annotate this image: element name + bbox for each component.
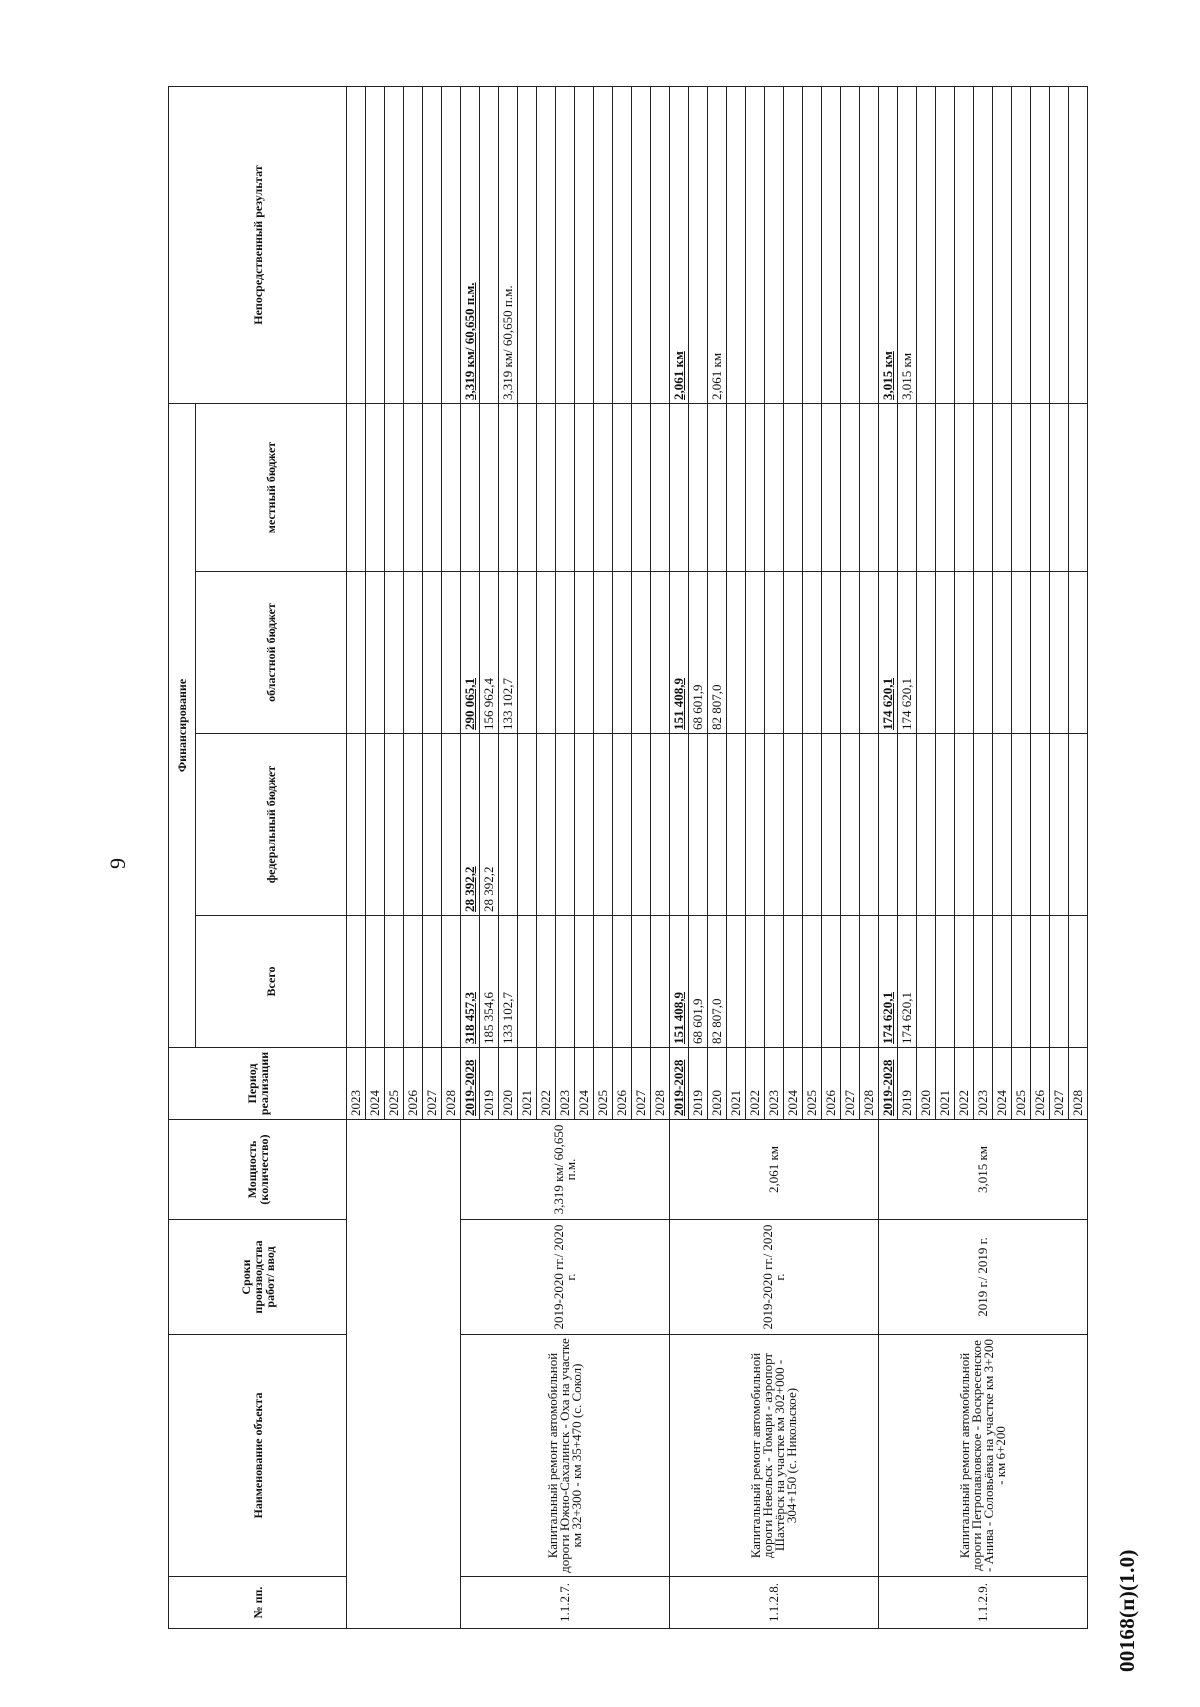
total-cell xyxy=(556,916,575,1048)
result-cell xyxy=(556,87,575,404)
regional-cell xyxy=(974,572,993,734)
period-cell: 2022 xyxy=(746,1048,765,1120)
federal-cell: 28 392,2 xyxy=(480,734,499,916)
object-capacity: 2,061 км xyxy=(670,1120,879,1220)
header-financing: Финансирование xyxy=(169,404,196,1048)
result-cell xyxy=(917,87,936,404)
empty-cell xyxy=(423,87,442,404)
local-cell xyxy=(955,404,974,572)
object-capacity: 3,015 км xyxy=(879,1120,1088,1220)
regional-cell xyxy=(822,572,841,734)
empty-cell xyxy=(347,87,366,404)
regional-cell xyxy=(632,572,651,734)
object-capacity: 3,319 км/ 60,650 п.м. xyxy=(461,1120,670,1220)
federal-cell xyxy=(689,734,708,916)
regional-cell xyxy=(993,572,1012,734)
federal-cell xyxy=(784,734,803,916)
local-cell xyxy=(917,404,936,572)
local-cell xyxy=(1069,404,1088,572)
empty-cell xyxy=(404,916,423,1048)
empty-cell xyxy=(404,572,423,734)
period-cell: 2027 xyxy=(841,1048,860,1120)
federal-cell xyxy=(613,734,632,916)
result-cell xyxy=(1050,87,1069,404)
total-cell: 68 601,9 xyxy=(689,916,708,1048)
regional-cell: 174 620,1 xyxy=(898,572,917,734)
federal-cell xyxy=(1069,734,1088,916)
period-cell: 2024 xyxy=(784,1048,803,1120)
total-cell: 82 807,0 xyxy=(708,916,727,1048)
local-cell xyxy=(974,404,993,572)
federal-cell xyxy=(632,734,651,916)
empty-cell xyxy=(347,916,366,1048)
period-cell: 2020 xyxy=(708,1048,727,1120)
local-cell xyxy=(556,404,575,572)
total-cell: 174 620,1 xyxy=(898,916,917,1048)
header-capacity: Мощность (количество) xyxy=(169,1120,347,1220)
period-cell: 2027 xyxy=(632,1048,651,1120)
local-cell xyxy=(1012,404,1031,572)
total-cell: 318 457,3 xyxy=(461,916,480,1048)
empty-cell xyxy=(404,734,423,916)
empty-cell xyxy=(442,916,461,1048)
total-cell xyxy=(1050,916,1069,1048)
result-cell xyxy=(632,87,651,404)
period-cell: 2024 xyxy=(366,1048,385,1120)
header-result: Непосредственный результат xyxy=(169,87,347,404)
local-cell xyxy=(898,404,917,572)
federal-cell xyxy=(556,734,575,916)
result-cell xyxy=(1012,87,1031,404)
total-cell xyxy=(746,916,765,1048)
result-cell xyxy=(727,87,746,404)
result-cell xyxy=(822,87,841,404)
regional-cell xyxy=(1069,572,1088,734)
empty-cell xyxy=(404,404,423,572)
total-cell xyxy=(1012,916,1031,1048)
object-name: Капитальный ремонт автомобильной дороги Невельск - Томари - аэропорт Шахтёрск на участке км 302+000 - 304+150 (с. Никольское) xyxy=(670,1335,879,1577)
header-terms: Сроки производства работ/ ввод xyxy=(169,1220,347,1335)
empty-cell xyxy=(423,734,442,916)
federal-cell xyxy=(499,734,518,916)
period-cell: 2021 xyxy=(518,1048,537,1120)
empty-cell xyxy=(385,734,404,916)
period-cell: 2025 xyxy=(385,1048,404,1120)
local-cell xyxy=(594,404,613,572)
header-federal: федеральный бюджет xyxy=(196,734,347,916)
federal-cell xyxy=(670,734,689,916)
federal-cell xyxy=(822,734,841,916)
period-cell: 2022 xyxy=(955,1048,974,1120)
period-cell: 2027 xyxy=(1050,1048,1069,1120)
federal-cell xyxy=(841,734,860,916)
regional-cell xyxy=(1012,572,1031,734)
federal-cell xyxy=(879,734,898,916)
total-cell xyxy=(955,916,974,1048)
object-name: Капитальный ремонт автомобильной дороги Южно-Сахалинск - Оха на участке км 32+300 - км 35+470 (с. Сокол) xyxy=(461,1335,670,1577)
header-regional: областной бюджет xyxy=(196,572,347,734)
financing-table xyxy=(168,86,1088,1629)
empty-cell xyxy=(404,87,423,404)
period-cell: 2025 xyxy=(1012,1048,1031,1120)
empty-cell xyxy=(366,87,385,404)
federal-cell xyxy=(917,734,936,916)
regional-cell xyxy=(518,572,537,734)
regional-cell xyxy=(575,572,594,734)
local-cell xyxy=(936,404,955,572)
result-cell xyxy=(974,87,993,404)
period-cell: 2026 xyxy=(404,1048,423,1120)
table-row xyxy=(879,87,898,1629)
period-cell: 2028 xyxy=(651,1048,670,1120)
local-cell xyxy=(993,404,1012,572)
local-cell xyxy=(518,404,537,572)
result-cell xyxy=(1069,87,1088,404)
object-number: 1.1.2.9. xyxy=(879,1577,1088,1629)
empty-cell xyxy=(442,87,461,404)
local-cell xyxy=(537,404,556,572)
total-cell xyxy=(765,916,784,1048)
empty-cell xyxy=(442,572,461,734)
result-cell: 3,015 км xyxy=(879,87,898,404)
regional-cell: 174 620,1 xyxy=(879,572,898,734)
object-terms: 2019-2020 гг./ 2020 г. xyxy=(670,1220,879,1335)
total-cell xyxy=(727,916,746,1048)
empty-cell xyxy=(385,404,404,572)
empty-cell xyxy=(366,572,385,734)
regional-cell: 133 102,7 xyxy=(499,572,518,734)
period-cell: 2025 xyxy=(594,1048,613,1120)
regional-cell xyxy=(841,572,860,734)
federal-cell xyxy=(765,734,784,916)
federal-cell xyxy=(1050,734,1069,916)
empty-cell xyxy=(423,404,442,572)
federal-cell xyxy=(518,734,537,916)
total-cell xyxy=(1031,916,1050,1048)
empty-cell xyxy=(442,734,461,916)
header-local: местный бюджет xyxy=(196,404,347,572)
local-cell xyxy=(879,404,898,572)
total-cell xyxy=(974,916,993,1048)
local-cell xyxy=(632,404,651,572)
federal-cell xyxy=(594,734,613,916)
federal-cell xyxy=(898,734,917,916)
total-cell xyxy=(594,916,613,1048)
local-cell xyxy=(765,404,784,572)
empty-cell xyxy=(366,734,385,916)
result-cell: 3,319 км/ 60,650 п.м. xyxy=(499,87,518,404)
regional-cell xyxy=(1050,572,1069,734)
result-cell xyxy=(651,87,670,404)
result-cell xyxy=(594,87,613,404)
period-cell: 2021 xyxy=(936,1048,955,1120)
period-cell: 2019-2028 xyxy=(670,1048,689,1120)
total-cell xyxy=(1069,916,1088,1048)
period-cell: 2026 xyxy=(822,1048,841,1120)
federal-cell xyxy=(974,734,993,916)
regional-cell xyxy=(860,572,879,734)
header-name: Наименование объекта xyxy=(169,1335,347,1577)
federal-cell xyxy=(708,734,727,916)
local-cell xyxy=(727,404,746,572)
total-cell: 174 620,1 xyxy=(879,916,898,1048)
regional-cell: 151 408,9 xyxy=(670,572,689,734)
regional-cell xyxy=(727,572,746,734)
regional-cell xyxy=(936,572,955,734)
local-cell xyxy=(670,404,689,572)
result-cell xyxy=(1031,87,1050,404)
document-code: 00168(п)(1.0) xyxy=(1115,1549,1139,1672)
result-cell xyxy=(537,87,556,404)
object-name: Капитальный ремонт автомобильной дороги Петропавловское - Воскресенское - Анива - Соловьёвка на участке км 3+200 - км 6+200 xyxy=(879,1335,1088,1577)
federal-cell xyxy=(803,734,822,916)
header-total: Всего xyxy=(196,916,347,1048)
regional-cell xyxy=(803,572,822,734)
period-cell: 2019 xyxy=(898,1048,917,1120)
regional-cell xyxy=(537,572,556,734)
regional-cell xyxy=(594,572,613,734)
period-cell: 2027 xyxy=(423,1048,442,1120)
period-cell: 2019 xyxy=(689,1048,708,1120)
period-cell: 2019 xyxy=(480,1048,499,1120)
federal-cell xyxy=(651,734,670,916)
empty-cell xyxy=(385,572,404,734)
federal-cell xyxy=(955,734,974,916)
total-cell: 185 354,6 xyxy=(480,916,499,1048)
regional-cell xyxy=(746,572,765,734)
federal-cell xyxy=(1012,734,1031,916)
period-cell: 2023 xyxy=(974,1048,993,1120)
period-cell: 2028 xyxy=(1069,1048,1088,1120)
period-cell: 2020 xyxy=(917,1048,936,1120)
object-number: 1.1.2.7. xyxy=(461,1577,670,1629)
federal-cell xyxy=(936,734,955,916)
empty-cell xyxy=(347,1120,461,1629)
local-cell xyxy=(746,404,765,572)
empty-cell xyxy=(385,87,404,404)
empty-cell xyxy=(366,916,385,1048)
period-cell: 2025 xyxy=(803,1048,822,1120)
result-cell xyxy=(784,87,803,404)
local-cell xyxy=(1031,404,1050,572)
result-cell xyxy=(480,87,499,404)
total-cell xyxy=(936,916,955,1048)
total-cell xyxy=(518,916,537,1048)
total-cell xyxy=(613,916,632,1048)
total-cell xyxy=(784,916,803,1048)
federal-cell xyxy=(537,734,556,916)
federal-cell xyxy=(860,734,879,916)
regional-cell xyxy=(765,572,784,734)
regional-cell xyxy=(955,572,974,734)
empty-cell xyxy=(366,404,385,572)
result-cell: 3,015 км xyxy=(898,87,917,404)
period-cell: 2023 xyxy=(347,1048,366,1120)
result-cell: 2,061 км xyxy=(670,87,689,404)
result-cell: 2,061 км xyxy=(708,87,727,404)
local-cell xyxy=(613,404,632,572)
total-cell xyxy=(917,916,936,1048)
period-cell: 2024 xyxy=(993,1048,1012,1120)
federal-cell: 28 392,2 xyxy=(461,734,480,916)
empty-cell xyxy=(385,916,404,1048)
regional-cell: 290 065,1 xyxy=(461,572,480,734)
page-number: 9 xyxy=(105,858,130,869)
total-cell xyxy=(575,916,594,1048)
period-cell: 2026 xyxy=(613,1048,632,1120)
total-cell xyxy=(822,916,841,1048)
result-cell xyxy=(765,87,784,404)
total-cell xyxy=(860,916,879,1048)
local-cell xyxy=(841,404,860,572)
empty-cell xyxy=(347,734,366,916)
federal-cell xyxy=(746,734,765,916)
object-terms: 2019-2020 гг./ 2020 г. xyxy=(461,1220,670,1335)
local-cell xyxy=(575,404,594,572)
total-cell xyxy=(632,916,651,1048)
header-no: № пп. xyxy=(169,1577,347,1629)
result-cell xyxy=(993,87,1012,404)
period-cell: 2023 xyxy=(765,1048,784,1120)
local-cell xyxy=(1050,404,1069,572)
table-body xyxy=(347,87,1088,1629)
empty-cell xyxy=(347,572,366,734)
result-cell xyxy=(955,87,974,404)
result-cell xyxy=(841,87,860,404)
local-cell xyxy=(860,404,879,572)
period-cell: 2026 xyxy=(1031,1048,1050,1120)
empty-cell xyxy=(423,572,442,734)
result-cell xyxy=(613,87,632,404)
result-cell xyxy=(746,87,765,404)
local-cell xyxy=(461,404,480,572)
empty-cell xyxy=(442,404,461,572)
regional-cell xyxy=(917,572,936,734)
period-cell: 2024 xyxy=(575,1048,594,1120)
federal-cell xyxy=(993,734,1012,916)
regional-cell: 68 601,9 xyxy=(689,572,708,734)
local-cell xyxy=(480,404,499,572)
federal-cell xyxy=(1031,734,1050,916)
period-cell: 2021 xyxy=(727,1048,746,1120)
period-cell: 2019-2028 xyxy=(879,1048,898,1120)
table-row xyxy=(670,87,689,1629)
period-cell: 2028 xyxy=(442,1048,461,1120)
period-cell: 2028 xyxy=(860,1048,879,1120)
result-cell xyxy=(936,87,955,404)
regional-cell xyxy=(556,572,575,734)
result-cell xyxy=(860,87,879,404)
regional-cell xyxy=(1031,572,1050,734)
local-cell xyxy=(822,404,841,572)
total-cell xyxy=(537,916,556,1048)
total-cell: 151 408,9 xyxy=(670,916,689,1048)
object-number: 1.1.2.8. xyxy=(670,1577,879,1629)
local-cell xyxy=(689,404,708,572)
result-cell xyxy=(803,87,822,404)
period-cell: 2022 xyxy=(537,1048,556,1120)
header-period: Период реализации xyxy=(169,1048,347,1120)
local-cell xyxy=(499,404,518,572)
regional-cell xyxy=(784,572,803,734)
local-cell xyxy=(784,404,803,572)
federal-cell xyxy=(575,734,594,916)
object-terms: 2019 г./ 2019 г. xyxy=(879,1220,1088,1335)
result-cell xyxy=(575,87,594,404)
regional-cell: 156 962,4 xyxy=(480,572,499,734)
table-row xyxy=(347,87,366,1629)
local-cell xyxy=(708,404,727,572)
period-cell: 2023 xyxy=(556,1048,575,1120)
empty-cell xyxy=(347,404,366,572)
regional-cell xyxy=(613,572,632,734)
result-cell xyxy=(689,87,708,404)
result-cell xyxy=(518,87,537,404)
regional-cell xyxy=(651,572,670,734)
regional-cell: 82 807,0 xyxy=(708,572,727,734)
federal-cell xyxy=(727,734,746,916)
total-cell xyxy=(803,916,822,1048)
table-row xyxy=(461,87,480,1629)
total-cell xyxy=(841,916,860,1048)
total-cell xyxy=(993,916,1012,1048)
total-cell xyxy=(651,916,670,1048)
total-cell: 133 102,7 xyxy=(499,916,518,1048)
period-cell: 2020 xyxy=(499,1048,518,1120)
local-cell xyxy=(651,404,670,572)
local-cell xyxy=(803,404,822,572)
result-cell: 3,319 км/ 60,650 п.м. xyxy=(461,87,480,404)
period-cell: 2019-2028 xyxy=(461,1048,480,1120)
empty-cell xyxy=(423,916,442,1048)
